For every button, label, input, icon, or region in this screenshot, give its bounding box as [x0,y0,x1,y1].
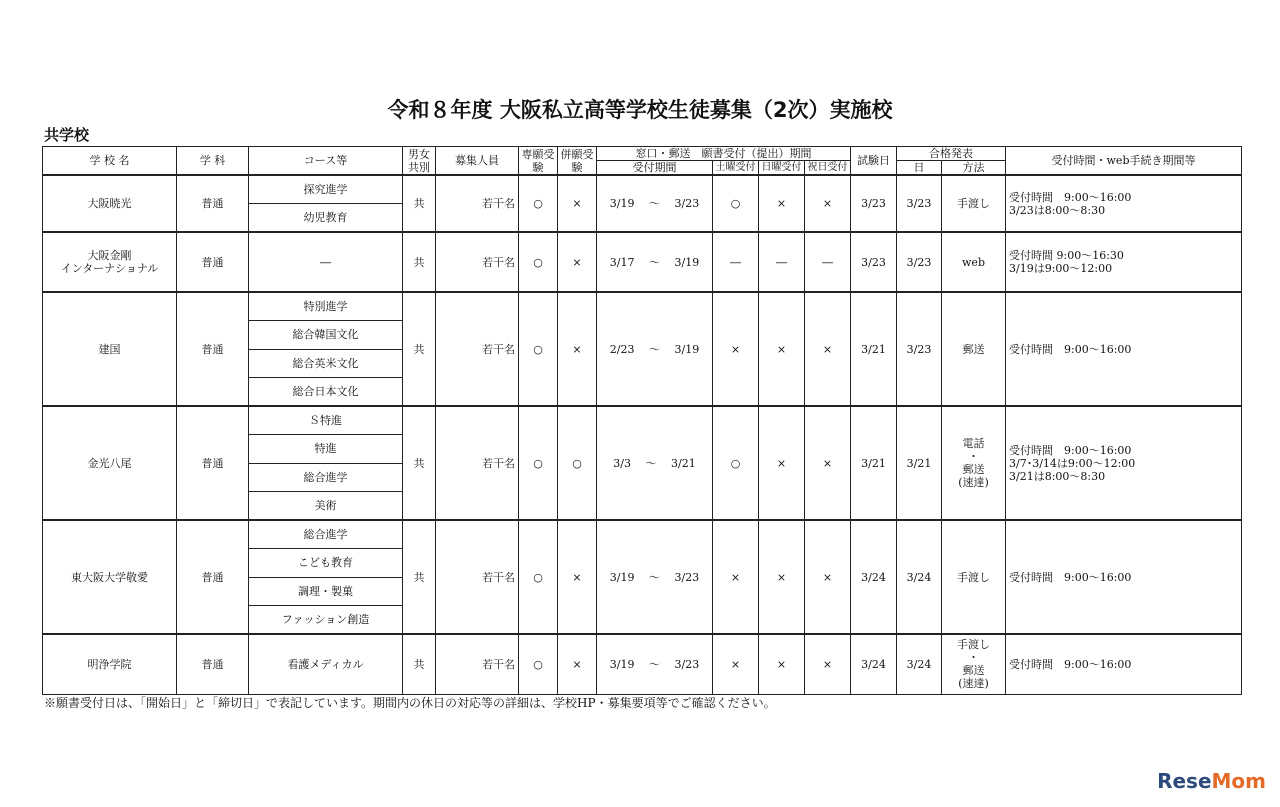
hours-line: 受付時間 9:00～16:00 [1009,190,1132,204]
period-sep: ～ [649,657,660,671]
header-ann-day: 日 [897,161,942,176]
application-period [597,634,713,694]
announce-method: web [942,232,1006,292]
holiday: × [805,292,851,406]
application-period [597,406,713,520]
gender: 共 [403,520,436,634]
course: 特別進学 [249,292,403,321]
header-period: 受付期間 [597,161,713,176]
table-header [43,147,1242,176]
period-sep: ～ [649,197,660,210]
saturday: × [713,292,759,406]
header-capacity: 募集人員 [436,147,519,176]
application-period [597,292,713,406]
period-to: 3/21 [671,456,696,470]
course: 看護メディカル [249,634,403,694]
course: 調理・製菓 [249,577,403,606]
header-heigan: 併願受験 [558,147,597,176]
school-name: 東大阪大学敬愛 [43,520,177,634]
announce-method: 手渡し ・ 郵送 (速達) [942,634,1006,694]
hours-line: 受付時間 9:00～16:00 [1009,342,1132,356]
course: 美術 [249,492,403,521]
department: 普通 [177,634,249,694]
department: 普通 [177,520,249,634]
announce-date: 3/24 [897,634,942,694]
reception-hours [1006,520,1242,634]
school-name: 明浄学院 [43,634,177,694]
capacity: 若干名 [436,175,519,232]
announce-method: 手渡し [942,520,1006,634]
school-row [43,292,1242,406]
saturday: × [713,520,759,634]
period-to: 3/19 [674,255,700,269]
heigan: × [558,232,597,292]
heigan: × [558,175,597,232]
header-ann-method: 方法 [942,161,1006,176]
exam-date: 3/21 [851,406,897,520]
reception-hours [1006,232,1242,292]
header-sengan: 専願受験 [519,147,558,176]
period-sep: ～ [649,342,660,356]
announce-date: 3/23 [897,292,942,406]
header-dept: 学 科 [177,147,249,176]
sengan: ○ [519,520,558,634]
page-title: 令和８年度 大阪私立高等学校生徒募集（2次）実施校 [387,98,893,122]
header-sun: 日曜受付 [759,161,805,176]
capacity: 若干名 [436,406,519,520]
header-announce: 合格発表 [897,147,1006,161]
period-from: 3/19 [609,657,635,671]
course: ファッション創造 [249,606,403,635]
hours-line: 3/7･3/14は9:00～12:00 [1009,456,1136,470]
announce-date: 3/21 [897,406,942,520]
sengan: ○ [519,406,558,520]
reception-hours [1006,634,1242,694]
sunday: ― [759,232,805,292]
period-to: 3/23 [674,657,700,671]
heigan: × [558,634,597,694]
exam-date: 3/24 [851,520,897,634]
capacity: 若干名 [436,232,519,292]
period-sep: ～ [645,456,657,470]
course: 総合英米文化 [249,349,403,378]
course: 探究進学 [249,175,403,204]
hours-line: 3/21は8:00～8:30 [1009,469,1106,483]
course: 総合進学 [249,463,403,492]
sengan: ○ [519,634,558,694]
gender: 共 [403,232,436,292]
period-from: 3/17 [609,255,635,269]
announce-date: 3/24 [897,520,942,634]
period-to: 3/19 [674,342,700,356]
section-subtitle: 共学校 [44,126,90,144]
announce-date: 3/23 [897,232,942,292]
department: 普通 [177,292,249,406]
period-to: 3/23 [674,197,700,210]
period-from: 2/23 [609,342,635,356]
department: 普通 [177,232,249,292]
course: こども教育 [249,549,403,578]
school-row [43,634,1242,694]
holiday: × [805,406,851,520]
course: 幼児教育 [249,204,403,233]
reception-hours [1006,292,1242,406]
course: 総合日本文化 [249,378,403,407]
heigan: ○ [558,406,597,520]
saturday: ○ [713,175,759,232]
announce-method: 電話 ・ 郵送 (速達) [942,406,1006,520]
period-from: 3/3 [613,456,631,470]
exam-date: 3/23 [851,175,897,232]
sunday: × [759,520,805,634]
announce-method: 郵送 [942,292,1006,406]
gender: 共 [403,175,436,232]
school-row [43,175,1242,232]
saturday: ― [713,232,759,292]
announce-date: 3/23 [897,175,942,232]
sengan: ○ [519,232,558,292]
course: ― [249,232,403,292]
reception-hours [1006,175,1242,232]
department: 普通 [177,406,249,520]
hours-line: 受付時間 9:00～16:30 [1009,249,1124,262]
application-period [597,232,713,292]
header-window: 窓口・郵送 願書受付（提出）期間 [597,147,851,161]
sunday: × [759,634,805,694]
period-sep: ～ [649,255,660,269]
hours-line: 受付時間 9:00～16:00 [1009,570,1132,584]
department: 普通 [177,175,249,232]
capacity: 若干名 [436,634,519,694]
hours-line: 3/23は8:00～8:30 [1009,203,1106,217]
holiday: × [805,520,851,634]
school-name: 大阪金剛 インターナショナル [43,232,177,292]
hours-line: 受付時間 9:00～16:00 [1009,657,1132,671]
gender: 共 [403,406,436,520]
course: 総合韓国文化 [249,321,403,350]
resemom-logo: ReseMom [1157,769,1266,793]
saturday: ○ [713,406,759,520]
capacity: 若干名 [436,520,519,634]
reception-hours [1006,406,1242,520]
course: 総合進学 [249,520,403,549]
period-from: 3/19 [609,570,635,584]
school-name: 建国 [43,292,177,406]
exam-date: 3/23 [851,232,897,292]
exam-date: 3/24 [851,634,897,694]
course: Ｓ特進 [249,406,403,435]
gender: 共 [403,634,436,694]
period-sep: ～ [649,570,660,584]
application-period [597,520,713,634]
school-row [43,406,1242,520]
sengan: ○ [519,292,558,406]
footnote: ※願書受付日は、「開始日」と「締切日」で表記しています。期間内の休日の対応等の詳細は、学校HP・募集要項等でご確認ください。 [44,696,776,710]
header-hours: 受付時間・web手続き期間等 [1006,147,1242,176]
sunday: × [759,175,805,232]
course: 特進 [249,435,403,464]
school-row [43,232,1242,292]
sunday: × [759,292,805,406]
school-name: 大阪暁光 [43,175,177,232]
header-school: 学 校 名 [43,147,177,176]
period-from: 3/19 [609,197,635,210]
school-name: 金光八尾 [43,406,177,520]
heigan: × [558,292,597,406]
application-period [597,175,713,232]
hours-line: 3/19は9:00～12:00 [1009,262,1113,275]
period-to: 3/23 [674,570,700,584]
header-gender: 男女共別 [403,147,436,176]
capacity: 若干名 [436,292,519,406]
header-course: コース等 [249,147,403,176]
sunday: × [759,406,805,520]
school-row [43,520,1242,634]
holiday: ― [805,232,851,292]
header-holiday: 祝日受付 [805,161,851,176]
exam-date: 3/21 [851,292,897,406]
holiday: × [805,634,851,694]
saturday: × [713,634,759,694]
recruitment-table [42,146,1242,695]
header-sat: 土曜受付 [713,161,759,176]
announce-method: 手渡し [942,175,1006,232]
hours-line: 受付時間 9:00～16:00 [1009,443,1132,457]
heigan: × [558,520,597,634]
sengan: ○ [519,175,558,232]
holiday: × [805,175,851,232]
header-exam: 試験日 [851,147,897,176]
gender: 共 [403,292,436,406]
